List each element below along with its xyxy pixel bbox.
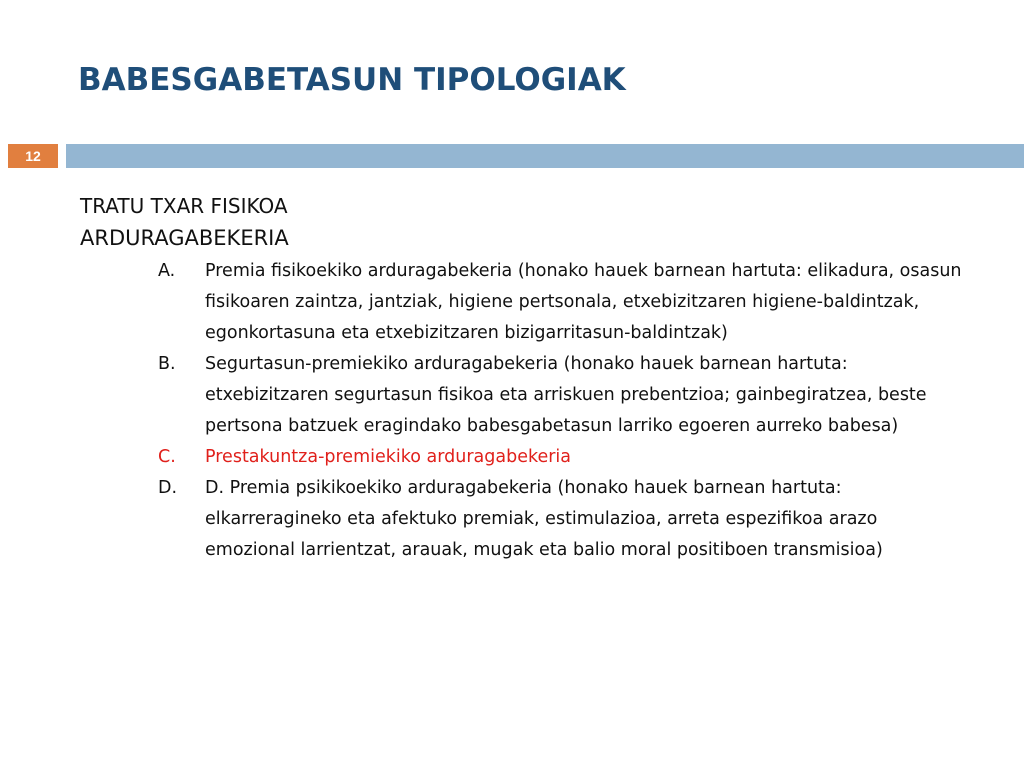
slide-body: [80, 190, 980, 566]
list-item: [80, 473, 965, 566]
header-divider-bar: [66, 144, 1024, 168]
list-item-highlighted: [80, 442, 965, 473]
neglect-subtype-list: [80, 256, 980, 566]
list-item-text: D. Premia psikikoekiko arduragabekeria (honako hauek barnean hartuta: elkarreragineko eta afektuko premiak, estimulazioa, arreta espezifikoa arazo emozional larrientzat, arauak, mugak eta balio moral positiboen transmisioa): [205, 478, 883, 560]
heading-neglect: ARDURAGABEKERIA: [80, 226, 289, 250]
list-item-text: Segurtasun-premiekiko arduragabekeria (honako hauek barnean hartuta: etxebizitzaren segurtasun fisikoa eta arriskuen prebentzioa; gainbegiratzea, beste pertsona batzuek eragindako babesgabetasun larriko egoeren aurreko babesa): [205, 354, 927, 436]
list-item-text: Premia fisikoekiko arduragabekeria (honako hauek barnean hartuta: elikadura, osasun fisikoaren zaintza, jantziak, higiene pertsonala, etxebizitzaren higiene-baldintzak, egonkortasuna eta etxebizitzaren bizigarritasun-baldintzak): [205, 261, 962, 343]
list-item: [80, 256, 965, 349]
list-marker: A.: [158, 261, 176, 281]
heading-physical-abuse: TRATU TXAR FISIKOA: [80, 194, 288, 218]
list-item: [80, 349, 965, 442]
list-marker: D.: [158, 478, 178, 498]
list-marker: C.: [158, 447, 176, 467]
list-item-text: Prestakuntza-premiekiko arduragabekeria: [205, 447, 572, 467]
list-marker: B.: [158, 354, 176, 374]
slide-title: BABESGABETASUN TIPOLOGIAK: [78, 62, 626, 98]
slide-number-badge: 12: [8, 144, 58, 168]
